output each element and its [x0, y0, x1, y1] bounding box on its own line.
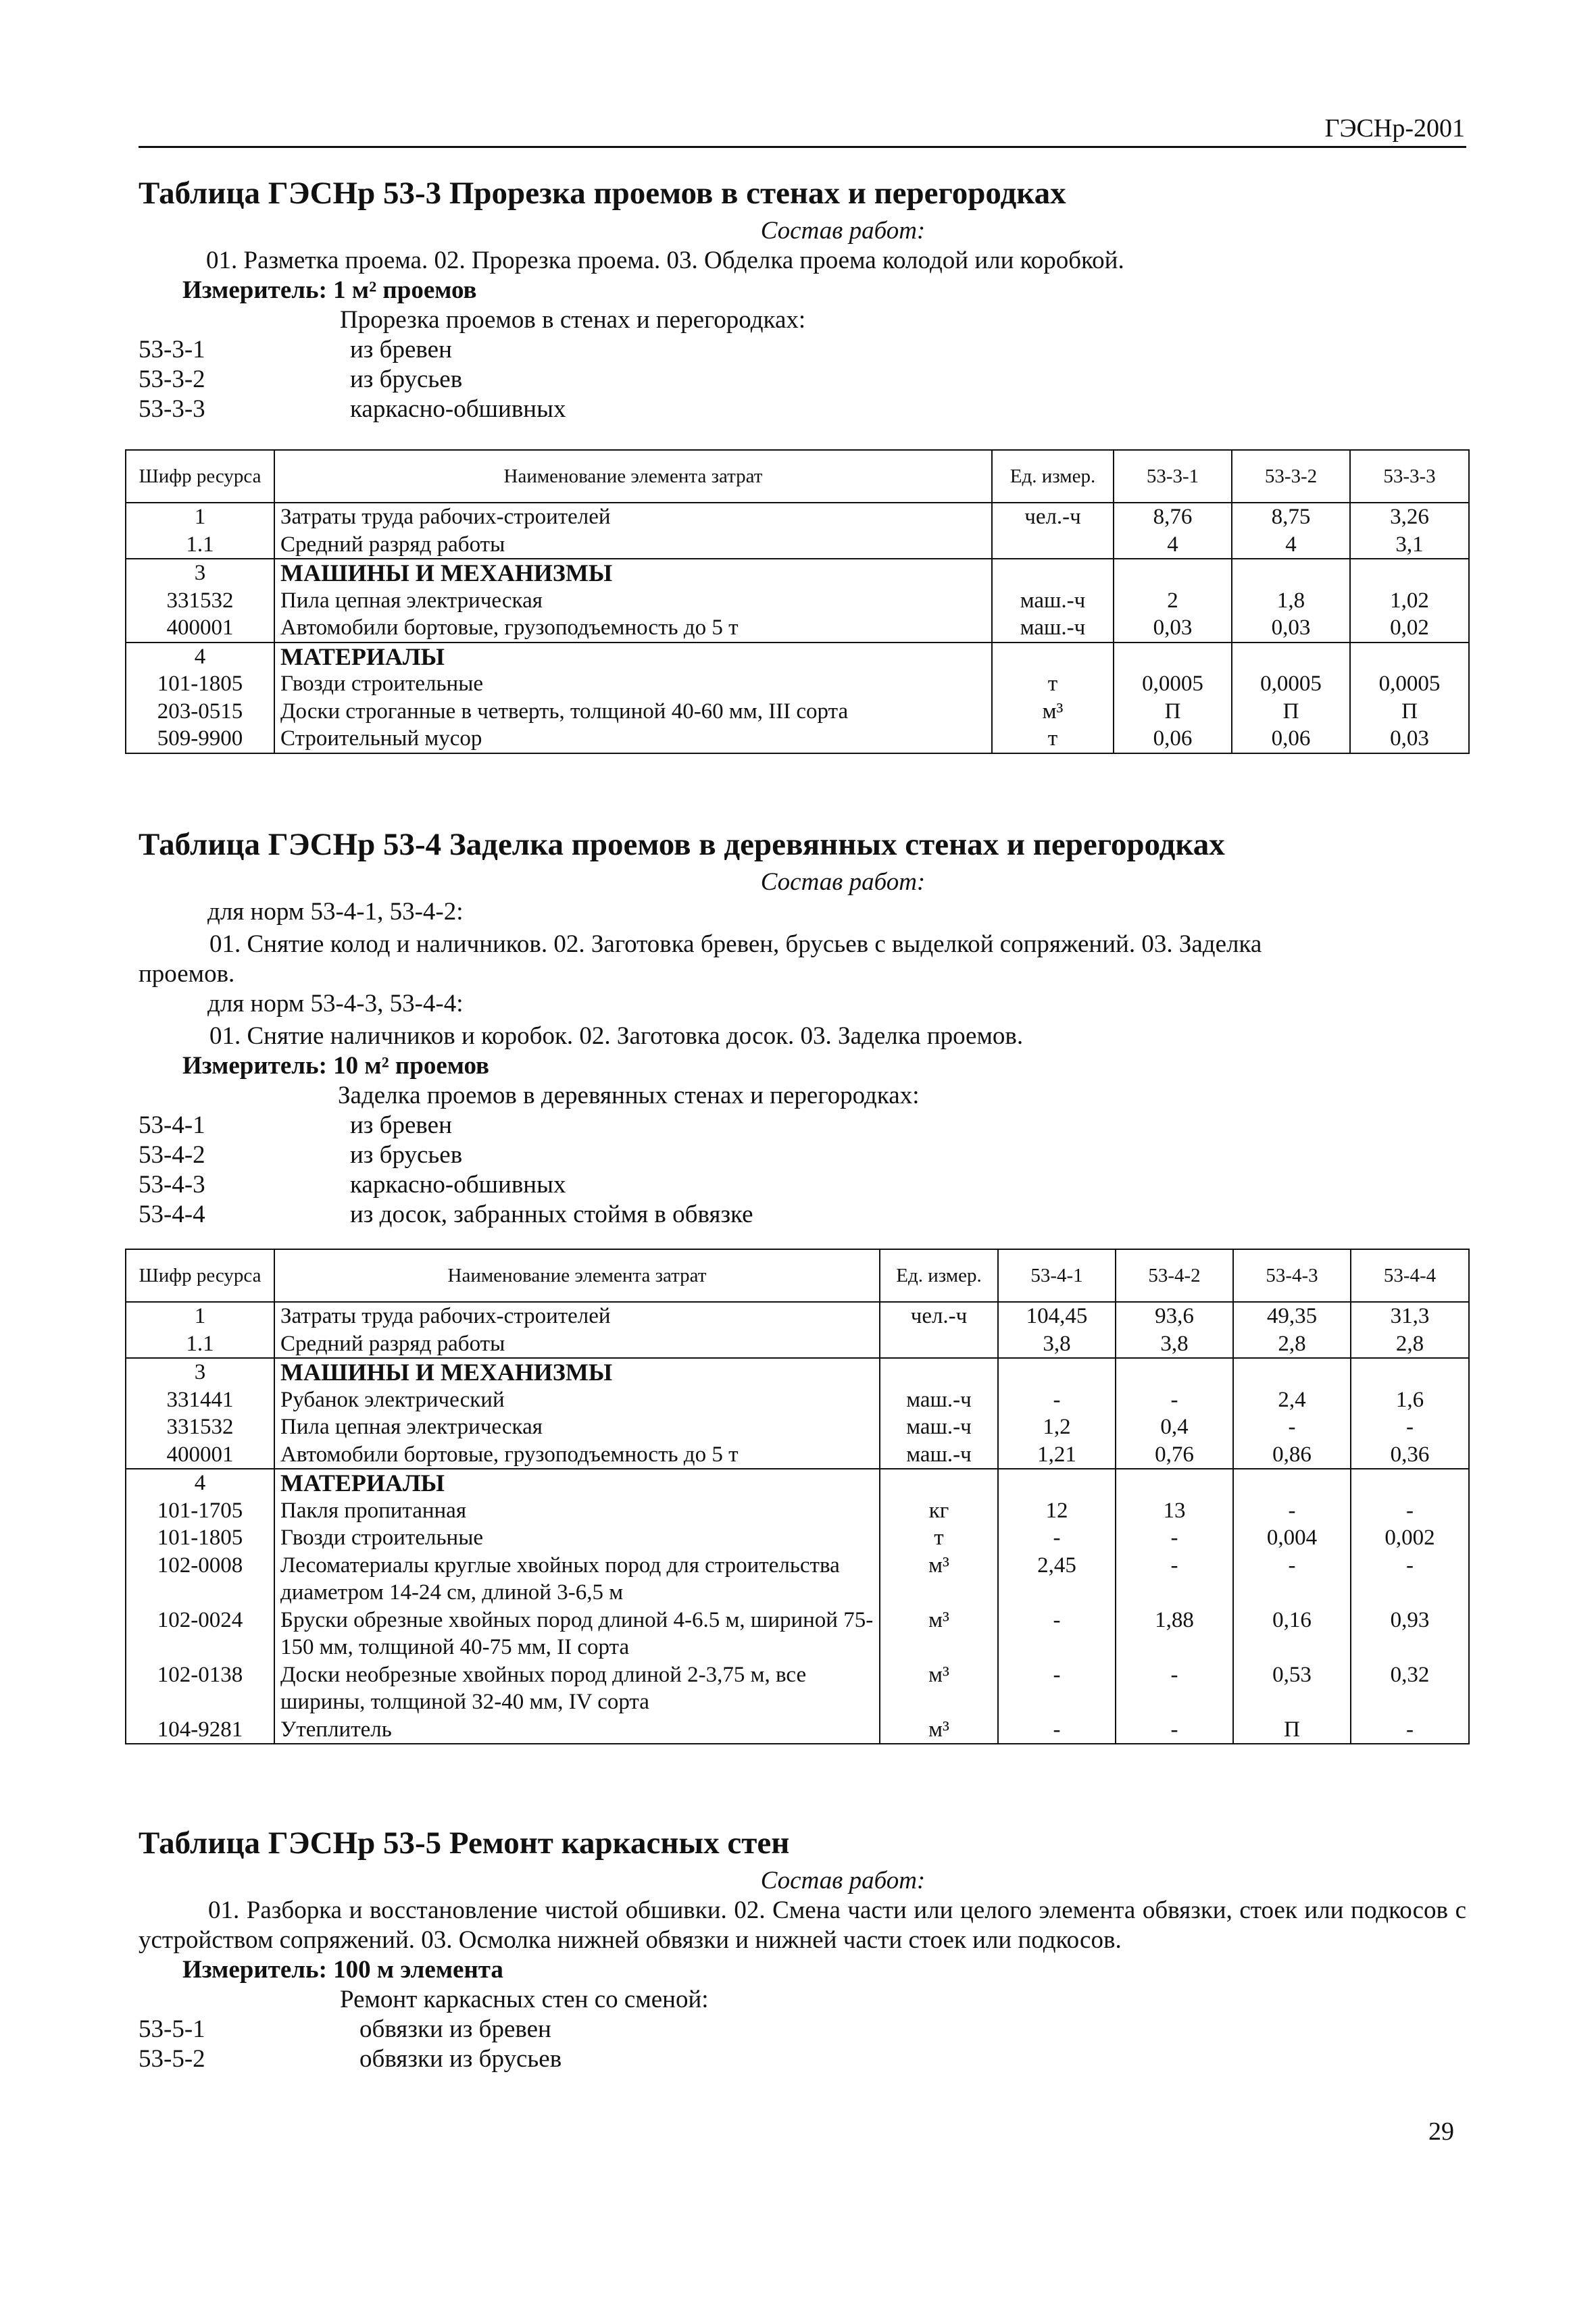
norm-value-cell — [1351, 1469, 1469, 1497]
norm-code: 53-5-1 — [139, 2015, 205, 2043]
column-header-norm: 53-4-1 — [998, 1249, 1116, 1302]
norm-value-cell — [1116, 1469, 1233, 1497]
table-row — [126, 643, 1469, 671]
norm-value-cell — [1114, 559, 1232, 587]
resource-name-cell: Утеплитель — [274, 1716, 880, 1744]
norm-value-cell: 0,06 — [1232, 725, 1350, 753]
table-row — [126, 1524, 1469, 1552]
unit-cell — [880, 1358, 998, 1386]
table-header-row — [126, 1249, 1469, 1302]
norm-value-cell: 0,06 — [1114, 725, 1232, 753]
norm-value-cell: - — [998, 1661, 1116, 1716]
norm-item — [139, 2015, 1466, 2044]
norm-value-cell: 4 — [1114, 531, 1232, 559]
table-row — [126, 559, 1469, 587]
column-header-norm: 53-3-2 — [1232, 450, 1350, 503]
resource-name-cell: Рубанок электрический — [274, 1386, 880, 1414]
norm-item — [139, 1140, 1466, 1170]
unit-cell: м³ — [880, 1716, 998, 1744]
resource-code-cell: 101-1805 — [126, 670, 274, 698]
resource-table-53-4 — [125, 1249, 1470, 1744]
column-header-unit: Ед. измер. — [880, 1249, 998, 1302]
unit-cell: м³ — [880, 1607, 998, 1661]
norm-name: каркасно-обшивных — [350, 395, 566, 423]
resource-name-cell: МАШИНЫ И МЕХАНИЗМЫ — [274, 1358, 880, 1386]
unit-cell: м³ — [992, 698, 1114, 726]
work-composition-label: Состав работ: — [760, 868, 926, 896]
norm-code: 53-3-3 — [139, 395, 205, 423]
resource-code-cell: 3 — [126, 559, 274, 587]
norm-value-cell: - — [1351, 1716, 1469, 1744]
norm-value-cell: 3,26 — [1350, 503, 1469, 531]
norm-value-cell: - — [998, 1524, 1116, 1552]
norm-value-cell: 1,88 — [1116, 1607, 1233, 1661]
norm-value-cell: 8,75 — [1232, 503, 1350, 531]
table-row — [126, 1358, 1469, 1386]
norm-value-cell — [1351, 1358, 1469, 1386]
norm-value-cell: П — [1232, 698, 1350, 726]
work-composition-text: 01. Снятие наличников и коробок. 02. Заготовка досок. 03. Заделка проемов. — [209, 1022, 1024, 1050]
table-row — [126, 1552, 1469, 1607]
document-id: ГЭСНр-2001 — [1324, 114, 1465, 143]
norm-name: из брусьев — [350, 366, 463, 393]
resource-code-cell: 203-0515 — [126, 698, 274, 726]
norm-group-heading: Прорезка проемов в стенах и перегородках: — [340, 306, 806, 334]
resource-code-cell: 400001 — [126, 1441, 274, 1469]
table-row — [126, 1386, 1469, 1414]
resource-name-cell: Затраты труда рабочих-строителей — [274, 1302, 880, 1330]
column-header-code: Шифр ресурса — [126, 450, 274, 503]
norm-name: из бревен — [350, 336, 452, 363]
norms-scope-label: для норм 53-4-1, 53-4-2: — [207, 898, 464, 926]
resource-name-cell: Гвозди строительные — [274, 1524, 880, 1552]
norm-value-cell — [1350, 643, 1469, 671]
norm-name: из досок, забранных стоймя в обвязке — [350, 1201, 753, 1228]
resource-table-53-3 — [125, 449, 1470, 754]
norm-value-cell — [998, 1358, 1116, 1386]
norm-code: 53-3-1 — [139, 336, 205, 363]
column-header-norm: 53-4-2 — [1116, 1249, 1233, 1302]
unit-cell — [880, 1469, 998, 1497]
resource-code-cell: 509-9900 — [126, 725, 274, 753]
norm-value-cell: - — [1116, 1552, 1233, 1607]
norm-value-cell: 3,1 — [1350, 531, 1469, 559]
norm-value-cell: 93,6 — [1116, 1302, 1233, 1330]
work-composition-text-continued: проемов. — [139, 960, 235, 988]
norm-group-heading: Ремонт каркасных стен со сменой: — [340, 1986, 709, 2013]
unit-cell — [992, 531, 1114, 559]
table-row — [126, 531, 1469, 559]
norm-item — [139, 1111, 1466, 1140]
resource-code-cell: 331441 — [126, 1386, 274, 1414]
column-header-norm: 53-3-1 — [1114, 450, 1232, 503]
norm-value-cell: - — [1351, 1413, 1469, 1441]
norm-value-cell: - — [1116, 1386, 1233, 1414]
section-title: Таблица ГЭСНр 53-4 Заделка проемов в деревянных стенах и перегородках — [139, 827, 1225, 862]
norm-value-cell: - — [998, 1386, 1116, 1414]
norm-value-cell: - — [1351, 1497, 1469, 1525]
norm-item — [139, 1200, 1466, 1230]
column-header-norm: 53-3-3 — [1350, 450, 1469, 503]
norm-value-cell: 8,76 — [1114, 503, 1232, 531]
norms-scope-label: для норм 53-4-3, 53-4-4: — [207, 990, 464, 1017]
column-header-name: Наименование элемента затрат — [274, 1249, 880, 1302]
norm-value-cell: 0,0005 — [1232, 670, 1350, 698]
norm-group-heading: Заделка проемов в деревянных стенах и перегородках: — [338, 1082, 920, 1109]
work-composition-text: 01. Снятие колод и наличников. 02. Заготовка бревен, брусьев с выделкой сопряжений. 03. Заделка — [209, 930, 1262, 958]
norm-item — [139, 1170, 1466, 1200]
work-composition-text: 01. Разборка и восстановление чистой обшивки. 02. Смена части или целого элемента обвязки, стоек или подкосов с устройством сопряжений. 03. Осмолка нижней обвязки и нижней части стоек или подкосов. — [139, 1896, 1466, 1954]
norm-value-cell: 2,45 — [998, 1552, 1116, 1607]
norm-value-cell: 2,4 — [1233, 1386, 1351, 1414]
norm-value-cell: - — [1233, 1497, 1351, 1525]
norm-value-cell: 0,32 — [1351, 1661, 1469, 1716]
column-header-code: Шифр ресурса — [126, 1249, 274, 1302]
norm-value-cell: 0,0005 — [1114, 670, 1232, 698]
measure-unit: Измеритель: 1 м² проемов — [182, 276, 477, 304]
unit-cell — [880, 1330, 998, 1359]
norm-name: из брусьев — [350, 1141, 463, 1169]
resource-code-cell: 102-0024 — [126, 1607, 274, 1661]
table-row — [126, 670, 1469, 698]
norm-item — [139, 365, 1466, 395]
column-header-norm: 53-4-3 — [1233, 1249, 1351, 1302]
column-header-name: Наименование элемента затрат — [274, 450, 992, 503]
page-number: 29 — [1428, 2117, 1454, 2146]
unit-cell: кг — [880, 1497, 998, 1525]
resource-name-cell: МАШИНЫ И МЕХАНИЗМЫ — [274, 559, 992, 587]
norm-name: обвязки из бревен — [359, 2015, 551, 2043]
norm-code: 53-4-4 — [139, 1201, 205, 1228]
section-title: Таблица ГЭСНр 53-3 Прорезка проемов в стенах и перегородках — [139, 176, 1066, 211]
table-row — [126, 725, 1469, 753]
resource-code-cell: 3 — [126, 1358, 274, 1386]
unit-cell: маш.-ч — [880, 1386, 998, 1414]
norm-value-cell: 1,8 — [1232, 587, 1350, 615]
resource-name-cell: Пила цепная электрическая — [274, 587, 992, 615]
resource-name-cell: Автомобили бортовые, грузоподъемность до 5 т — [274, 614, 992, 643]
unit-cell: т — [880, 1524, 998, 1552]
norm-code: 53-3-2 — [139, 366, 205, 393]
norm-value-cell — [1114, 643, 1232, 671]
work-composition-label: Состав работ: — [760, 217, 926, 245]
norm-value-cell: П — [1233, 1716, 1351, 1744]
norm-value-cell: 104,45 — [998, 1302, 1116, 1330]
unit-cell: маш.-ч — [992, 587, 1114, 615]
unit-cell: т — [992, 725, 1114, 753]
norm-value-cell: 3,8 — [998, 1330, 1116, 1359]
unit-cell — [992, 559, 1114, 587]
resource-code-cell: 1.1 — [126, 531, 274, 559]
table-row — [126, 698, 1469, 726]
measure-unit: Измеритель: 10 м² проемов — [182, 1052, 490, 1080]
norm-code: 53-4-1 — [139, 1111, 205, 1139]
norm-value-cell: - — [998, 1607, 1116, 1661]
norm-item — [139, 395, 1466, 424]
unit-cell: маш.-ч — [880, 1413, 998, 1441]
resource-name-cell: Лесоматериалы круглые хвойных пород для строительства диаметром 14-24 см, длиной 3-6,5 м — [274, 1552, 880, 1607]
unit-cell — [992, 643, 1114, 671]
table-row — [126, 614, 1469, 643]
norm-value-cell: 13 — [1116, 1497, 1233, 1525]
unit-cell: маш.-ч — [992, 614, 1114, 643]
resource-code-cell: 331532 — [126, 587, 274, 615]
norm-value-cell: - — [1116, 1716, 1233, 1744]
norm-item — [139, 2044, 1466, 2074]
resource-name-cell: Бруски обрезные хвойных пород длиной 4-6.5 м, шириной 75-150 мм, толщиной 40-75 мм, II сорта — [274, 1607, 880, 1661]
resource-code-cell: 102-0008 — [126, 1552, 274, 1607]
norm-value-cell: 0,03 — [1350, 725, 1469, 753]
unit-cell: т — [992, 670, 1114, 698]
norm-value-cell: - — [1351, 1552, 1469, 1607]
norm-value-cell: 1,21 — [998, 1441, 1116, 1469]
unit-cell: маш.-ч — [880, 1441, 998, 1469]
unit-cell: чел.-ч — [992, 503, 1114, 531]
norm-value-cell: 1,02 — [1350, 587, 1469, 615]
section-53-5 — [139, 1824, 1466, 2074]
resource-code-cell: 102-0138 — [126, 1661, 274, 1716]
unit-cell: м³ — [880, 1661, 998, 1716]
table-row — [126, 1661, 1469, 1716]
resource-name-cell: Гвозди строительные — [274, 670, 992, 698]
resource-name-cell: Строительный мусор — [274, 725, 992, 753]
resource-name-cell: Доски необрезные хвойных пород длиной 2-3,75 м, все ширины, толщиной 32-40 мм, IV сорта — [274, 1661, 880, 1716]
table-row — [126, 1413, 1469, 1441]
resource-code-cell: 101-1705 — [126, 1497, 274, 1525]
table-row — [126, 1302, 1469, 1330]
resource-name-cell: Доски строганные в четверть, толщиной 40-60 мм, III сорта — [274, 698, 992, 726]
norm-value-cell: 0,004 — [1233, 1524, 1351, 1552]
section-title: Таблица ГЭСНр 53-5 Ремонт каркасных стен — [139, 1826, 790, 1861]
resource-code-cell: 101-1805 — [126, 1524, 274, 1552]
norm-value-cell: 12 — [998, 1497, 1116, 1525]
norm-value-cell — [1233, 1469, 1351, 1497]
norm-value-cell: - — [1116, 1524, 1233, 1552]
table-header-row — [126, 450, 1469, 503]
section-53-4 — [139, 826, 1466, 1230]
resource-name-cell: Средний разряд работы — [274, 531, 992, 559]
column-header-norm: 53-4-4 — [1351, 1249, 1469, 1302]
table-row — [126, 1469, 1469, 1497]
resource-code-cell: 331532 — [126, 1413, 274, 1441]
norm-value-cell: 0,53 — [1233, 1661, 1351, 1716]
resource-name-cell: Средний разряд работы — [274, 1330, 880, 1359]
work-composition-text: 01. Разметка проема. 02. Прорезка проема. 03. Обделка проема колодой или коробкой. — [206, 247, 1124, 274]
work-composition-label: Состав работ: — [760, 1867, 926, 1894]
norm-value-cell: 2,8 — [1351, 1330, 1469, 1359]
norm-value-cell: - — [1233, 1552, 1351, 1607]
resource-name-cell: Затраты труда рабочих-строителей — [274, 503, 992, 531]
resource-code-cell: 4 — [126, 1469, 274, 1497]
norm-value-cell: 0,36 — [1351, 1441, 1469, 1469]
norm-name: каркасно-обшивных — [350, 1171, 566, 1199]
resource-name-cell: МАТЕРИАЛЫ — [274, 643, 992, 671]
norm-value-cell: - — [1233, 1413, 1351, 1441]
norm-name: обвязки из брусьев — [359, 2045, 562, 2073]
table-row — [126, 503, 1469, 531]
unit-cell: чел.-ч — [880, 1302, 998, 1330]
measure-unit: Измеритель: 100 м элемента — [182, 1956, 503, 1984]
table-row — [126, 1330, 1469, 1359]
norm-value-cell — [1233, 1358, 1351, 1386]
norm-value-cell: - — [998, 1716, 1116, 1744]
norm-item — [139, 335, 1466, 365]
norm-value-cell: П — [1350, 698, 1469, 726]
norm-value-cell — [1232, 643, 1350, 671]
column-header-unit: Ед. измер. — [992, 450, 1114, 503]
norm-value-cell: 0,76 — [1116, 1441, 1233, 1469]
norm-value-cell: 0,16 — [1233, 1607, 1351, 1661]
norm-value-cell: 2,8 — [1233, 1330, 1351, 1359]
norm-name: из бревен — [350, 1111, 452, 1139]
table-row — [126, 1716, 1469, 1744]
resource-code-cell: 1 — [126, 1302, 274, 1330]
table-row — [126, 587, 1469, 615]
norm-code: 53-5-2 — [139, 2045, 205, 2073]
norm-value-cell: 0,03 — [1232, 614, 1350, 643]
table-row — [126, 1441, 1469, 1469]
norm-value-cell: 3,8 — [1116, 1330, 1233, 1359]
resource-name-cell: Пила цепная электрическая — [274, 1413, 880, 1441]
resource-name-cell: МАТЕРИАЛЫ — [274, 1469, 880, 1497]
norm-value-cell: 4 — [1232, 531, 1350, 559]
norm-value-cell: 0,0005 — [1350, 670, 1469, 698]
resource-code-cell: 4 — [126, 643, 274, 671]
norm-value-cell: 1,2 — [998, 1413, 1116, 1441]
resource-name-cell: Автомобили бортовые, грузоподъемность до 5 т — [274, 1441, 880, 1469]
norm-value-cell: 0,02 — [1350, 614, 1469, 643]
resource-code-cell: 1.1 — [126, 1330, 274, 1359]
norm-value-cell — [1232, 559, 1350, 587]
norm-value-cell: 0,86 — [1233, 1441, 1351, 1469]
norm-value-cell: 49,35 — [1233, 1302, 1351, 1330]
norm-value-cell: 31,3 — [1351, 1302, 1469, 1330]
norm-value-cell: 0,002 — [1351, 1524, 1469, 1552]
table-row — [126, 1497, 1469, 1525]
unit-cell: м³ — [880, 1552, 998, 1607]
norm-value-cell — [998, 1469, 1116, 1497]
norm-value-cell: П — [1114, 698, 1232, 726]
norm-value-cell: 2 — [1114, 587, 1232, 615]
resource-name-cell: Пакля пропитанная — [274, 1497, 880, 1525]
norm-value-cell: - — [1116, 1661, 1233, 1716]
resource-code-cell: 400001 — [126, 614, 274, 643]
norm-value-cell — [1116, 1358, 1233, 1386]
resource-code-cell: 1 — [126, 503, 274, 531]
norm-code: 53-4-3 — [139, 1171, 205, 1199]
norm-value-cell: 0,4 — [1116, 1413, 1233, 1441]
resource-code-cell: 104-9281 — [126, 1716, 274, 1744]
norm-code: 53-4-2 — [139, 1141, 205, 1169]
running-header — [139, 114, 1466, 148]
section-53-3 — [139, 174, 1466, 424]
table-row — [126, 1607, 1469, 1661]
norm-value-cell: 1,6 — [1351, 1386, 1469, 1414]
norm-value-cell: 0,93 — [1351, 1607, 1469, 1661]
norm-value-cell — [1350, 559, 1469, 587]
norm-value-cell: 0,03 — [1114, 614, 1232, 643]
